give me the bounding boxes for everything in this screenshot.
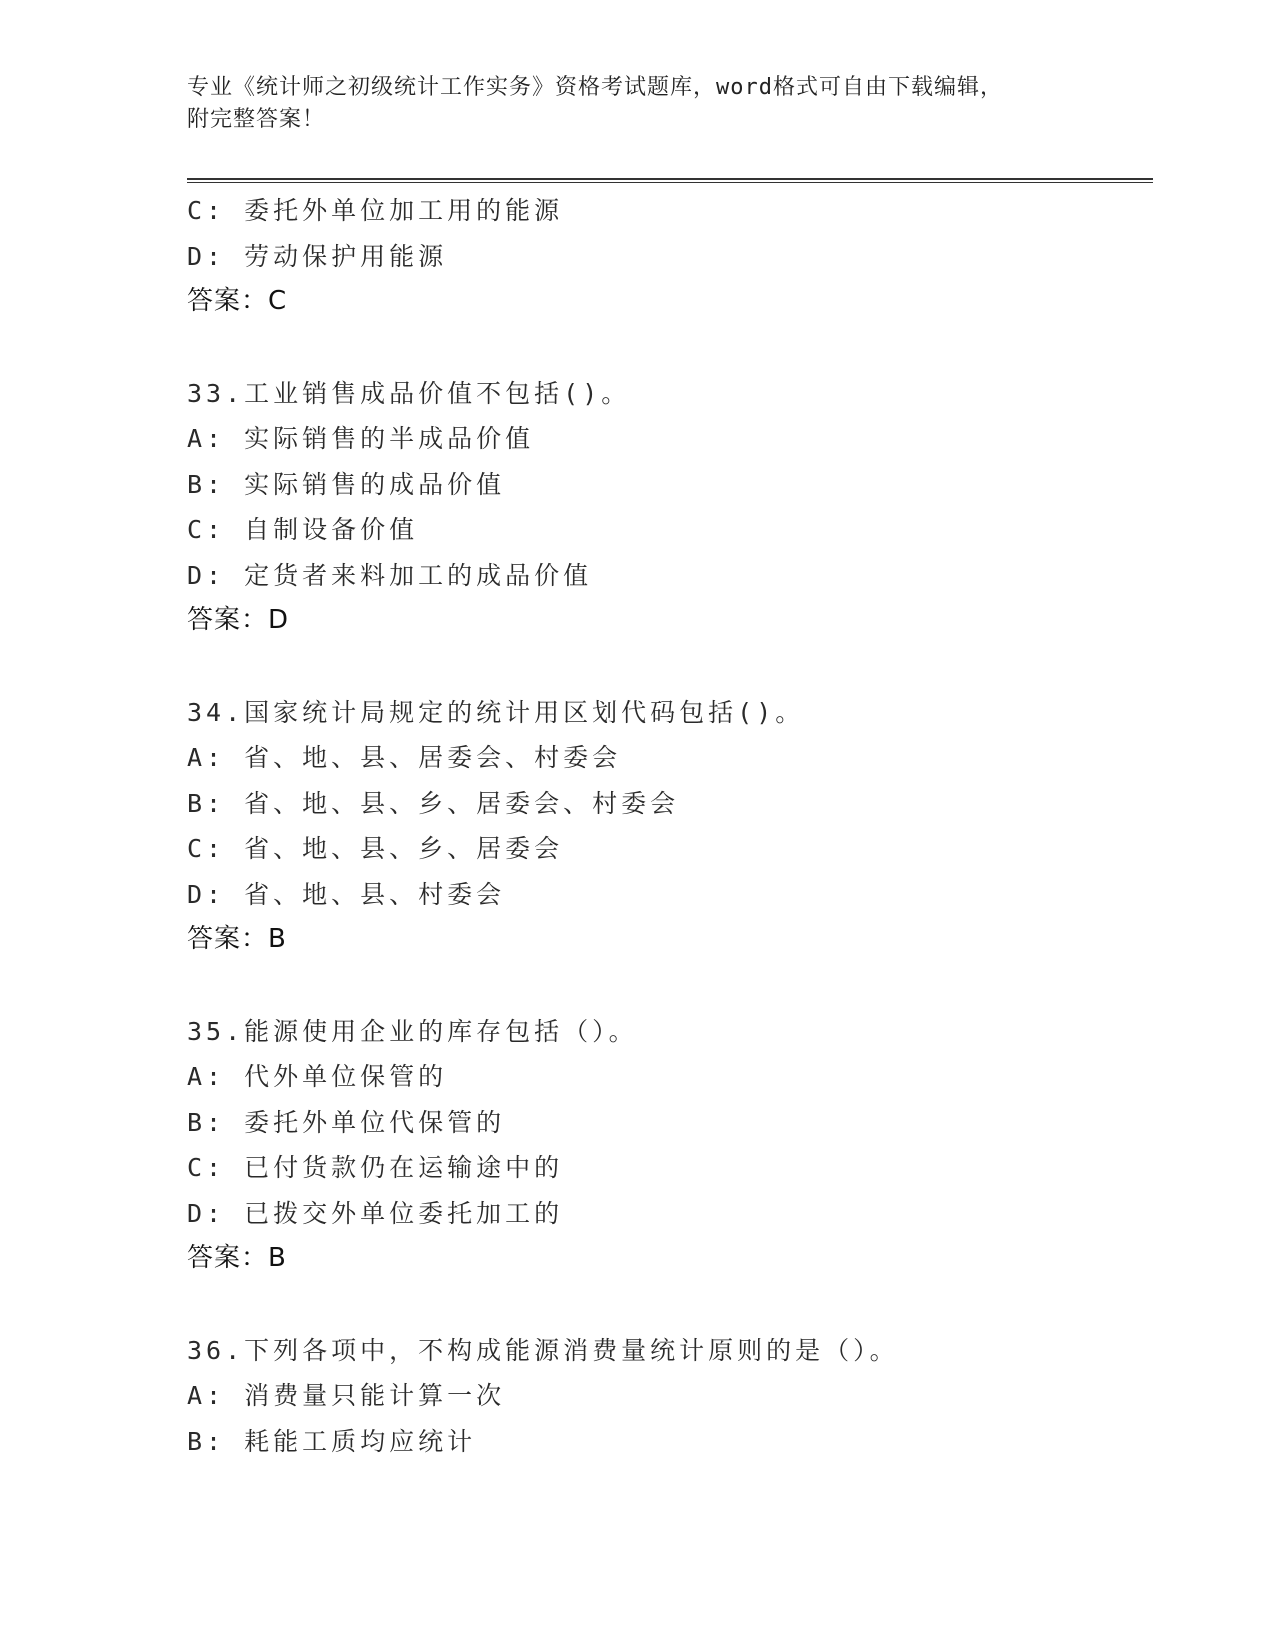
question-stem: 35.能源使用企业的库存包括（）。 <box>187 1016 638 1046</box>
document-header <box>187 72 1087 136</box>
option-b: B: 实际销售的成品价值 <box>187 469 506 499</box>
header-line-2: 附完整答案！ <box>187 107 326 132</box>
question-stem: 33.工业销售成品价值不包括()。 <box>187 378 631 408</box>
option-d: D: 已拨交外单位委托加工的 <box>187 1198 564 1228</box>
question-stem: 34.国家统计局规定的统计用区划代码包括()。 <box>187 697 805 727</box>
option-a: A: 消费量只能计算一次 <box>187 1381 506 1410</box>
answer: 答案：B <box>187 1243 287 1273</box>
option-c: C: 已付货款仍在运输途中的 <box>187 1153 564 1182</box>
option-b: B: 委托外单位代保管的 <box>187 1107 506 1137</box>
option-a: A: 代外单位保管的 <box>187 1062 448 1091</box>
question-32-tail <box>187 188 1153 325</box>
option-d: D: 省、地、县、村委会 <box>187 879 506 909</box>
option-a: A: 省、地、县、居委会、村委会 <box>187 743 622 772</box>
option-b: B: 省、地、县、乡、居委会、村委会 <box>187 788 680 818</box>
option-c: C: 自制设备价值 <box>187 515 419 544</box>
question-list <box>187 188 1153 1464</box>
question-33 <box>187 371 1153 644</box>
option-c: C: 委托外单位加工用的能源 <box>187 196 564 225</box>
option-d: D: 劳动保护用能源 <box>187 241 448 271</box>
question-36 <box>187 1328 1153 1465</box>
option-c: C: 省、地、县、乡、居委会 <box>187 834 564 863</box>
answer: 答案：D <box>187 605 290 635</box>
question-stem: 36.下列各项中，不构成能源消费量统计原则的是（）。 <box>187 1335 899 1365</box>
question-34 <box>187 690 1153 963</box>
option-d: D: 定货者来料加工的成品价值 <box>187 560 593 590</box>
header-divider <box>187 178 1153 183</box>
header-line-1: 专业《统计师之初级统计工作实务》资格考试题库，word格式可自由下载编辑， <box>187 75 1003 100</box>
answer: 答案：B <box>187 924 287 954</box>
answer: 答案：C <box>187 286 288 316</box>
option-a: A: 实际销售的半成品价值 <box>187 424 535 453</box>
option-b: B: 耗能工质均应统计 <box>187 1426 477 1456</box>
question-35 <box>187 1009 1153 1282</box>
